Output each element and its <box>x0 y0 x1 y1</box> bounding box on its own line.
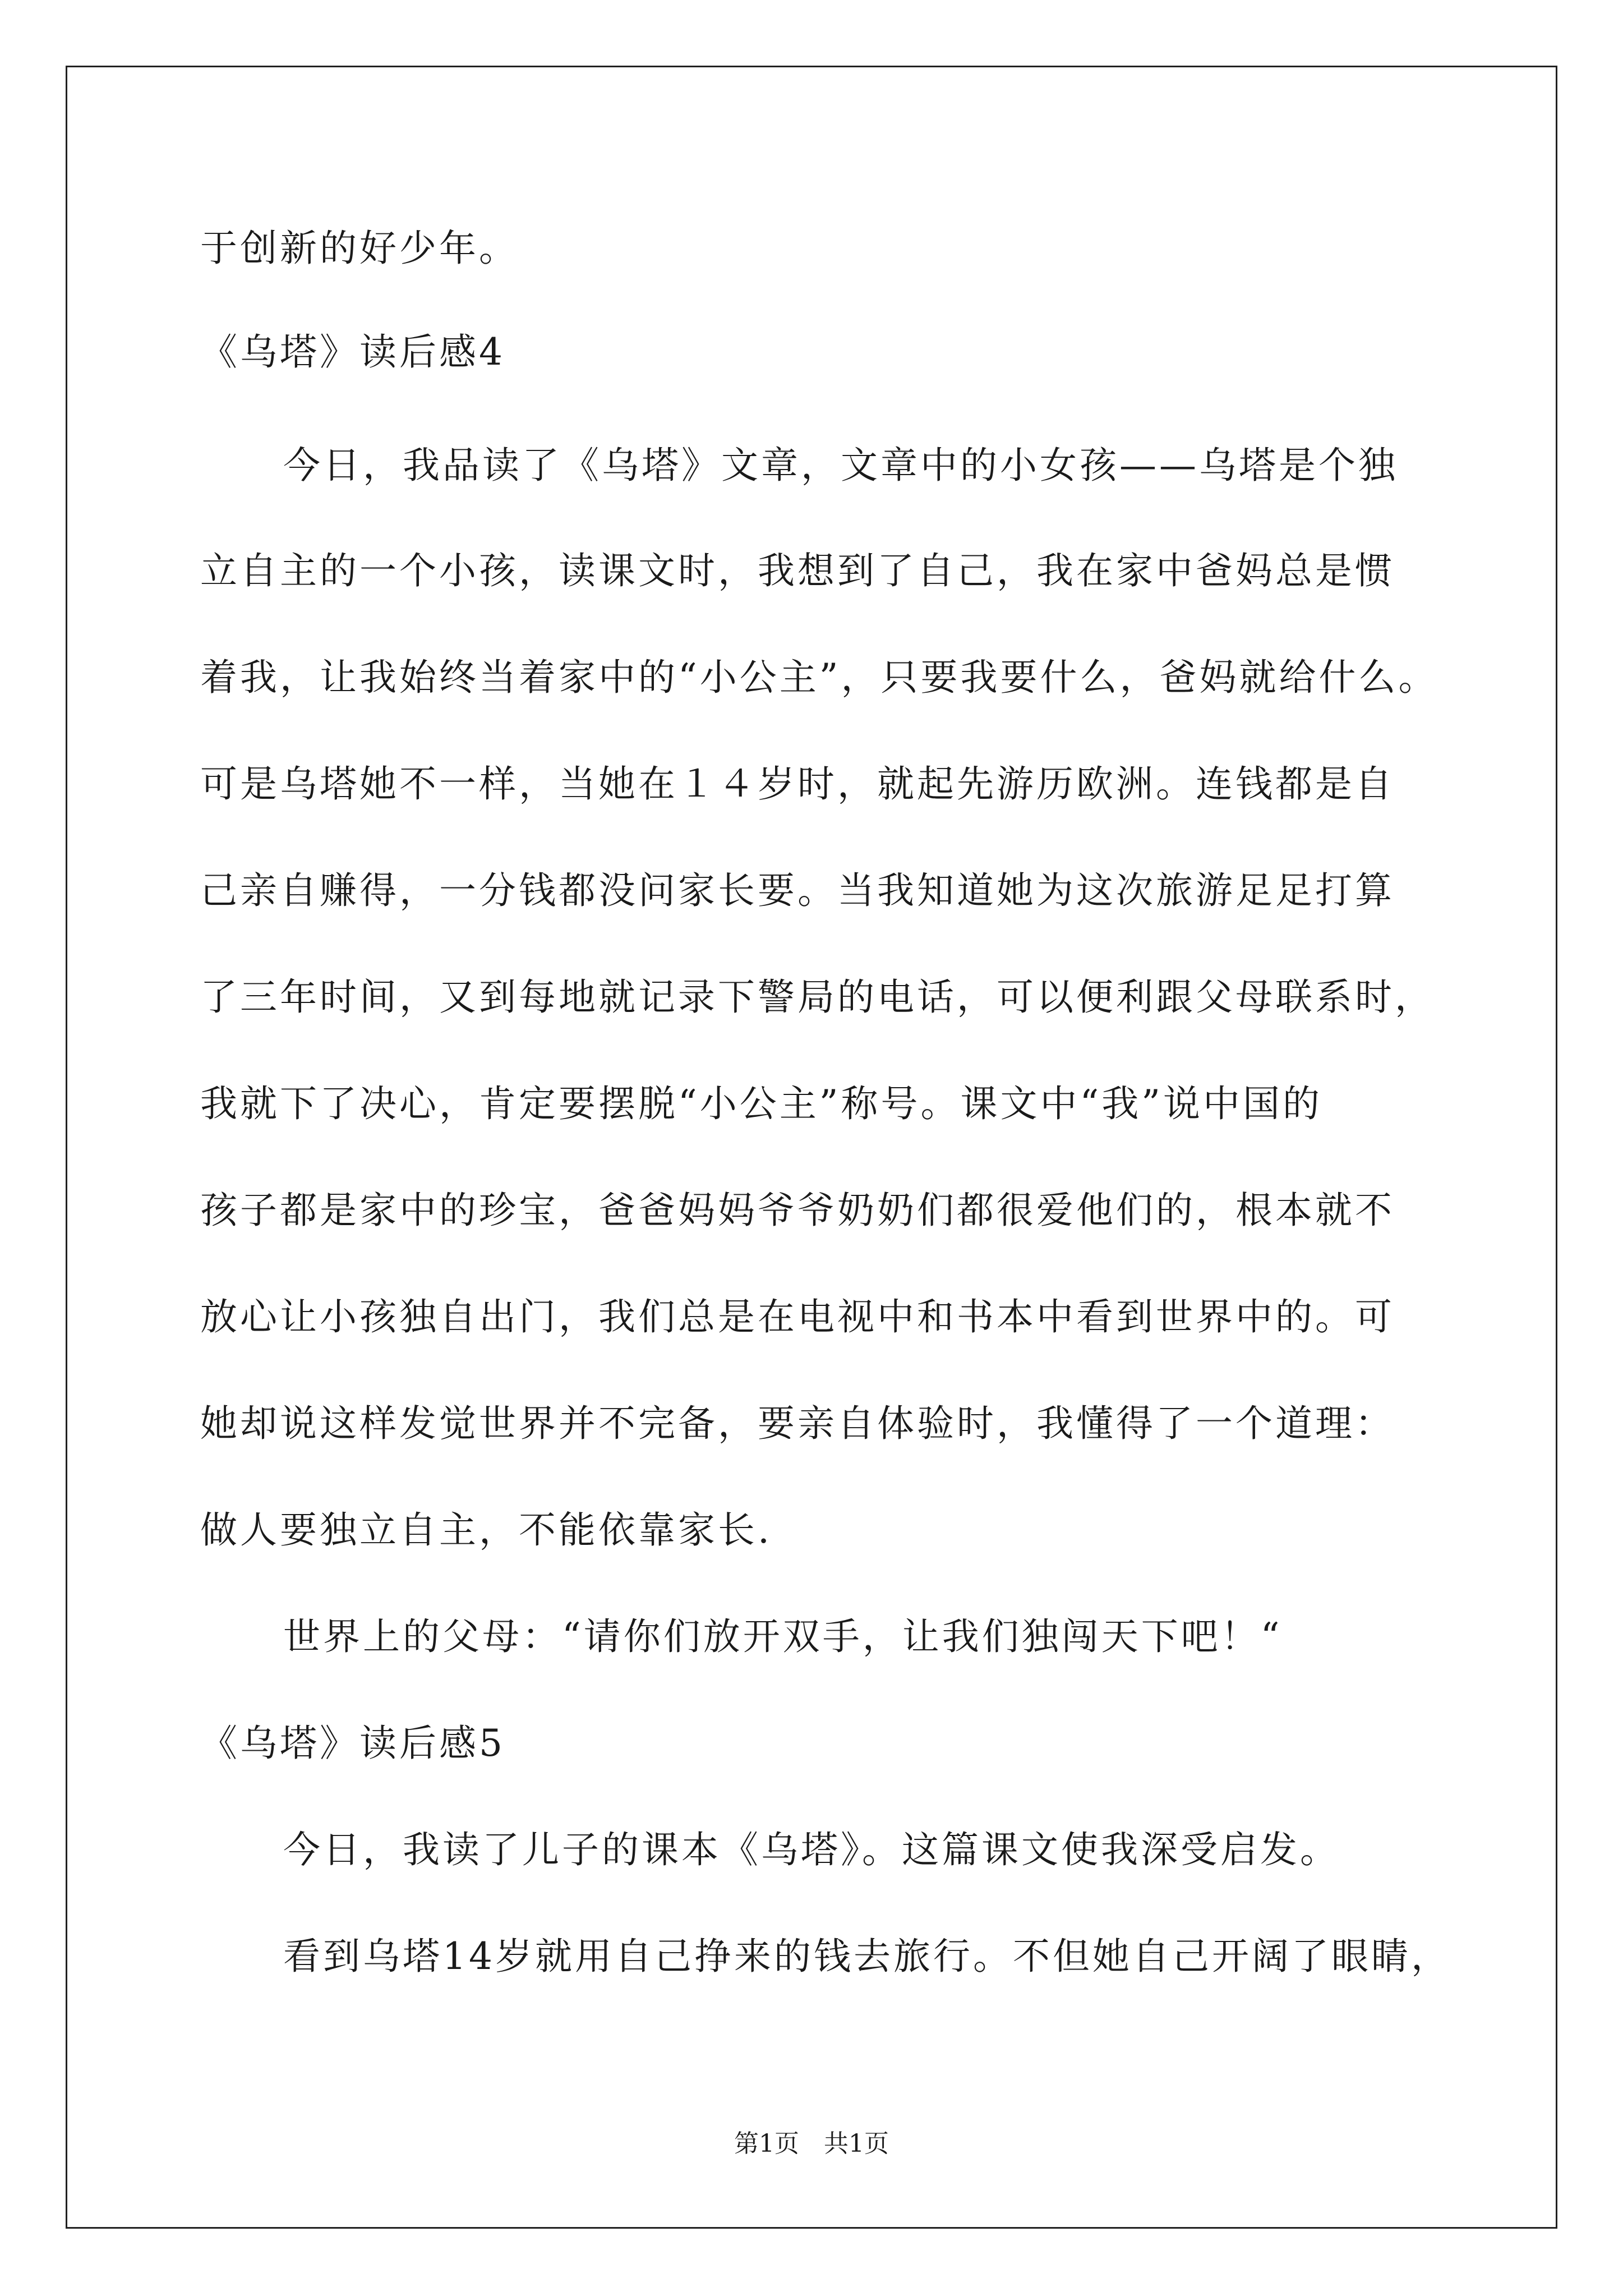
text-line: 于创新的好少年。 <box>200 227 519 270</box>
paragraph-line: 世界上的父母：“请你们放开双手，让我们独闯天下吧！“ <box>283 1615 1283 1658</box>
paragraph-line: 做人要独立自主，不能依靠家长. <box>200 1508 772 1552</box>
paragraph-line: 今日，我读了儿子的课本《乌塔》。这篇课文使我深受启发。 <box>283 1828 1340 1871</box>
paragraph-line: 今日，我品读了《乌塔》文章，文章中的小女孩——乌塔是个独 <box>283 444 1398 487</box>
page-footer: 第1页 共1页 <box>734 2129 889 2158</box>
page-border <box>66 66 1557 2229</box>
paragraph-line: 孩子都是家中的珍宝，爸爸妈妈爷爷奶奶们都很爱他们的，根本就不 <box>200 1189 1395 1232</box>
paragraph-line: 可是乌塔她不一样，当她在１４岁时，就起先游历欧洲。连钱都是自 <box>200 762 1395 806</box>
paragraph-line: 放心让小孩独自出门，我们总是在电视中和书本中看到世界中的。可 <box>200 1295 1395 1338</box>
section-heading: 《乌塔》读后感5 <box>200 1722 505 1765</box>
paragraph-line: 看到乌塔14岁就用自己挣来的钱去旅行。不但她自己开阔了眼睛， <box>283 1935 1451 1978</box>
section-heading: 《乌塔》读后感4 <box>200 330 505 374</box>
paragraph-line: 了三年时间，又到每地就记录下警局的电话，可以便利跟父母联系时， <box>200 976 1435 1019</box>
paragraph-line: 她却说这样发觉世界并不完备，要亲自体验时，我懂得了一个道理： <box>200 1402 1395 1445</box>
paragraph-line: 着我，让我始终当着家中的“小公主”，只要我要什么，爸妈就给什么。 <box>200 656 1438 699</box>
paragraph-line: 我就下了决心，肯定要摆脱“小公主”称号。课文中“我”说中国的 <box>200 1082 1322 1125</box>
paragraph-line: 立自主的一个小孩，读课文时，我想到了自己，我在家中爸妈总是惯 <box>200 549 1395 592</box>
paragraph-line: 己亲自赚得，一分钱都没问家长要。当我知道她为这次旅游足足打算 <box>200 869 1395 912</box>
